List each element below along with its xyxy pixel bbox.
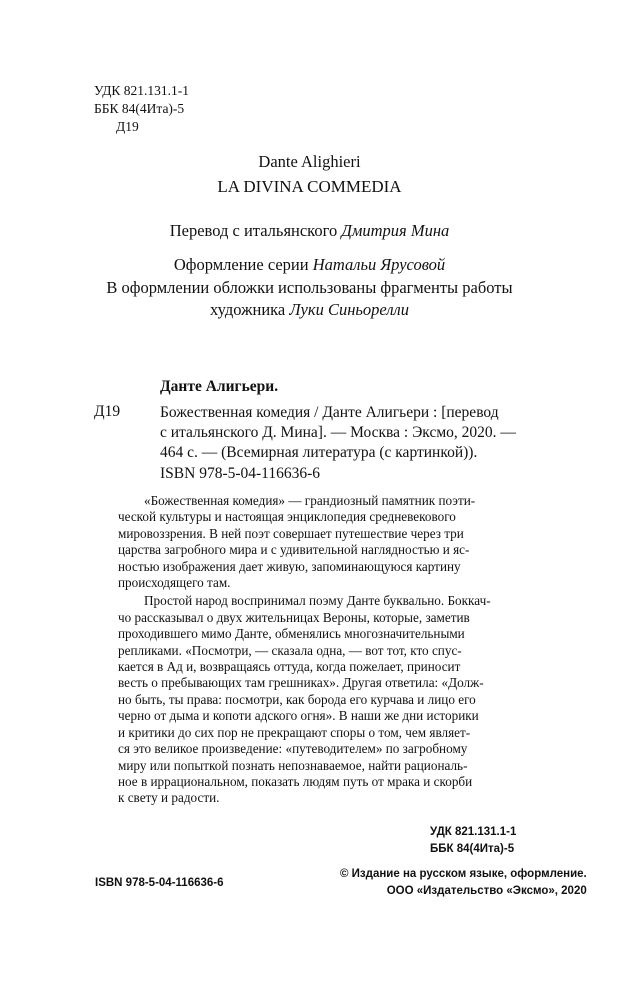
annotation-line: черно от дыма и копоти адского огня». В наши же дни историки — [118, 708, 479, 724]
annotation-line: происходящего там. — [118, 575, 231, 591]
annotation-line: но быть, ты права: посмотри, как борода его курчава и лицо его — [118, 691, 476, 707]
annotation-line: ся это великое произведение: «путеводителем» по загробному — [118, 741, 468, 757]
annotation-line: ностью изображения дает живую, запоминающуюся картину — [118, 558, 461, 574]
bibliographic-line: с итальянского Д. Мина]. — Москва : Эксмо, 2020. — — [160, 424, 516, 441]
annotation-line: царства загробного мира и с удивительной наглядностью и яс- — [118, 542, 470, 558]
translation-prefix: Перевод с итальянского — [169, 221, 342, 240]
cover-credit-line1: В оформлении обложки использованы фрагменты работы — [106, 278, 513, 297]
annotation — [118, 493, 550, 807]
footer-bbk: ББК 84(4Ита)-5 — [430, 843, 515, 855]
original-author: Dante Alighieri — [258, 152, 361, 171]
cover-prefix: художника — [210, 300, 290, 319]
bibliographic-author: Данте Алигьери. — [160, 378, 279, 395]
annotation-line: к свету и радости. — [118, 790, 220, 806]
design-prefix: Оформление серии — [173, 255, 313, 274]
author-mark: Д19 — [116, 119, 139, 134]
translator-name: Дмитрия Мина — [341, 221, 450, 240]
annotation-line: ное в иррациональном, показать людям путь от мрака и скорби — [118, 773, 473, 789]
annotation-line: кается в Ад и, возвращаясь оттуда, когда пожелает, приносит — [118, 659, 461, 675]
translation-credit — [40, 220, 579, 242]
annotation-line: Простой народ воспринимал поэму Данте буквально. Боккач- — [144, 593, 491, 609]
bbk-code: ББК 84(4Ита)-5 — [94, 101, 185, 116]
copyright-notice — [340, 866, 587, 900]
annotation-line: ческой культуры и настоящая энциклопедия средневекового — [118, 509, 456, 525]
design-credit — [40, 254, 579, 276]
annotation-line: мировоззрения. В ней поэт совершает путешествие через три — [118, 525, 464, 541]
footer-codes — [430, 824, 516, 858]
bibliographic-line: Божественная комедия / Данте Алигьери : [перевод — [160, 404, 499, 421]
footer-isbn: ISBN 978-5-04-116636-6 — [95, 877, 224, 889]
annotation-line: весть о пребывающих там грешниках». Другая ответила: «Долж- — [118, 675, 484, 691]
bibliographic-code: Д19 — [94, 403, 121, 420]
annotation-line: репликами. «Посмотри, — сказала одна, — вот тот, кто спус- — [118, 642, 462, 658]
annotation-line: «Божественная комедия» — грандиозный памятник поэти- — [144, 493, 476, 508]
artist-name: Луки Синьорелли — [289, 300, 409, 319]
annotation-line: и критики до сих пор не прекращают споры о том, чем являет- — [118, 724, 471, 740]
original-title: LA DIVINA COMMEDIA — [217, 177, 402, 196]
annotation-line: миру или попыткой познать непознаваемое, найти рациональ- — [118, 757, 468, 773]
annotation-paragraph — [118, 493, 550, 591]
cover-credit-line2 — [40, 299, 579, 321]
isbn-main: ISBN 978-5-04-116636-6 — [160, 465, 321, 482]
annotation-line: проходившего мимо Данте, обменялись многозначительными — [118, 626, 465, 642]
copyright-line: ООО «Издательство «Эксмо», 2020 — [386, 885, 587, 897]
bibliographic-line: 464 с. — (Всемирная литература (с картинкой)). — [160, 444, 478, 461]
bibliographic-description — [160, 403, 525, 463]
designer-name: Натальи Ярусовой — [312, 255, 446, 274]
annotation-paragraph — [118, 593, 550, 806]
footer-udk: УДК 821.131.1-1 — [430, 826, 517, 838]
annotation-line: чо рассказывал о двух жительницах Вероны, которые, заметив — [118, 609, 470, 625]
copyright-line: © Издание на русском языке, оформление. — [340, 868, 587, 880]
udk-code: УДК 821.131.1-1 — [94, 83, 190, 98]
classification-block — [94, 82, 189, 136]
